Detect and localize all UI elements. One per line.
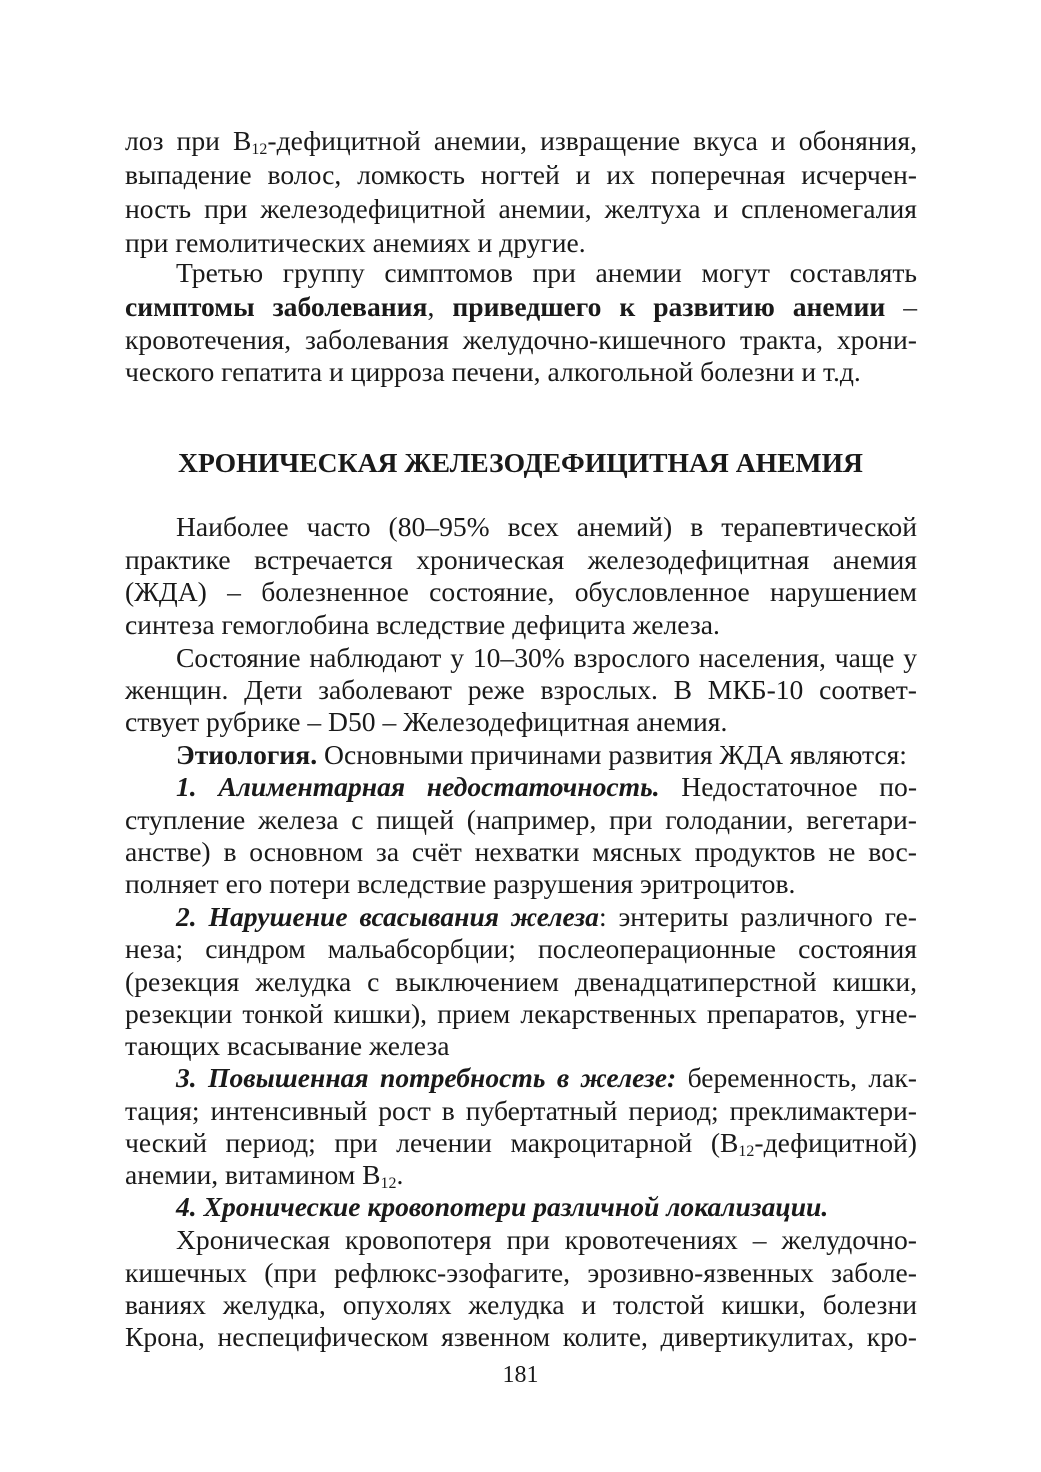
text-line-22: неза; синдром мальабсорбции; послеоперационные состояния [125,933,917,964]
text-line-27: тация; интенсивный рост в пубертатный период; преклимактери- [125,1095,917,1126]
text-line-21: 2. Нарушение всасывания железа: энтериты различного ге- [176,901,917,932]
text-line-17: 1. Алиментарная недостаточность. Недостаточное по- [176,771,918,802]
text-line-25: тающих всасывание железа [125,1030,450,1061]
subscript-12: 12 [738,1143,755,1160]
text-line-13: Состояние наблюдают у 10–30% взрослого населения, чаще у [176,642,917,673]
text-line-12: синтеза гемоглобина вследствие дефицита железа. [125,609,720,640]
text-line-14: женщин. Дети заболевают реже взрослых. В МКБ-10 соответ- [125,674,917,705]
text-line-10: практике встречается хроническая железодефицитная анемия [125,544,917,575]
text-line-2: выпадение волос, ломкость ногтей и их поперечная исчерчен- [125,159,917,190]
section-heading: ХРОНИЧЕСКАЯ ЖЕЛЕЗОДЕФИЦИТНАЯ АНЕМИЯ [178,447,863,478]
text-line-9: Наиболее часто (80–95% всех анемий) в терапевтической [176,511,917,542]
text-line-18: ступление железа с пищей (например, при голодании, вегетари- [125,804,917,835]
text-line-19: анстве) в основном за счёт нехватки мясных продуктов не вос- [125,836,917,867]
text-line-34: Крона, неспецифическом язвенном колите, дивертикулитах, кро- [125,1321,917,1352]
subscript-12: 12 [380,1175,397,1192]
text-line-6: симптомы заболевания, приведшего к развитию анемии – [125,291,918,322]
text-line-15: ствует рубрике – D50 – Железодефицитная анемия. [125,706,728,737]
text-line-26: 3. Повышенная потребность в железе: беременность, лак- [176,1062,917,1093]
text-line-8: ческого гепатита и цирроза печени, алкогольной болезни и т.д. [125,356,861,387]
text-line-4: при гемолитических анемиях и другие. [125,227,586,258]
text-line-20: полняет его потери вследствие разрушения эритроцитов. [125,868,796,899]
text-line-5: Третью группу симптомов при анемии могут составлять [176,257,917,288]
text-line-16: Этиология. Основными причинами развития ЖДА являются: [176,739,907,770]
text-line-11: (ЖДА) – болезненное состояние, обусловленное нарушением [125,576,917,607]
text-line-24: резекции тонкой кишки), прием лекарственных препаратов, угне- [125,998,917,1029]
text-line-29: анемии, витамином $В_{12}$. [125,1159,404,1192]
text-line-1: лоз при $В_{12}$-дефицитной анемии, извращение вкуса и обоняния, [125,125,917,158]
text-line-23: (резекция желудка с выключением двенадцатиперстной кишки, [125,966,917,997]
subscript-12: 12 [251,141,268,158]
text-line-31: Хроническая кровопотеря при кровотечениях – желудочно- [176,1224,917,1255]
text-line-32: кишечных (при рефлюкс-эзофагите, эрозивно-язвенных заболе- [125,1257,917,1288]
text-line-28: ческий период; при лечении макроцитарной $(В_{12}-дефицитной)$ [125,1127,917,1160]
text-line-30: 4. Хронические кровопотери различной локализации. [176,1191,829,1222]
page-number: 181 [502,1362,539,1388]
text-line-33: ваниях желудка, опухолях желудка и толстой кишки, болезни [125,1289,917,1320]
text-line-3: ность при железодефицитной анемии, желтуха и спленомегалия [125,193,917,224]
text-line-7: кровотечения, заболевания желудочно-кишечного тракта, хрони- [125,324,917,355]
